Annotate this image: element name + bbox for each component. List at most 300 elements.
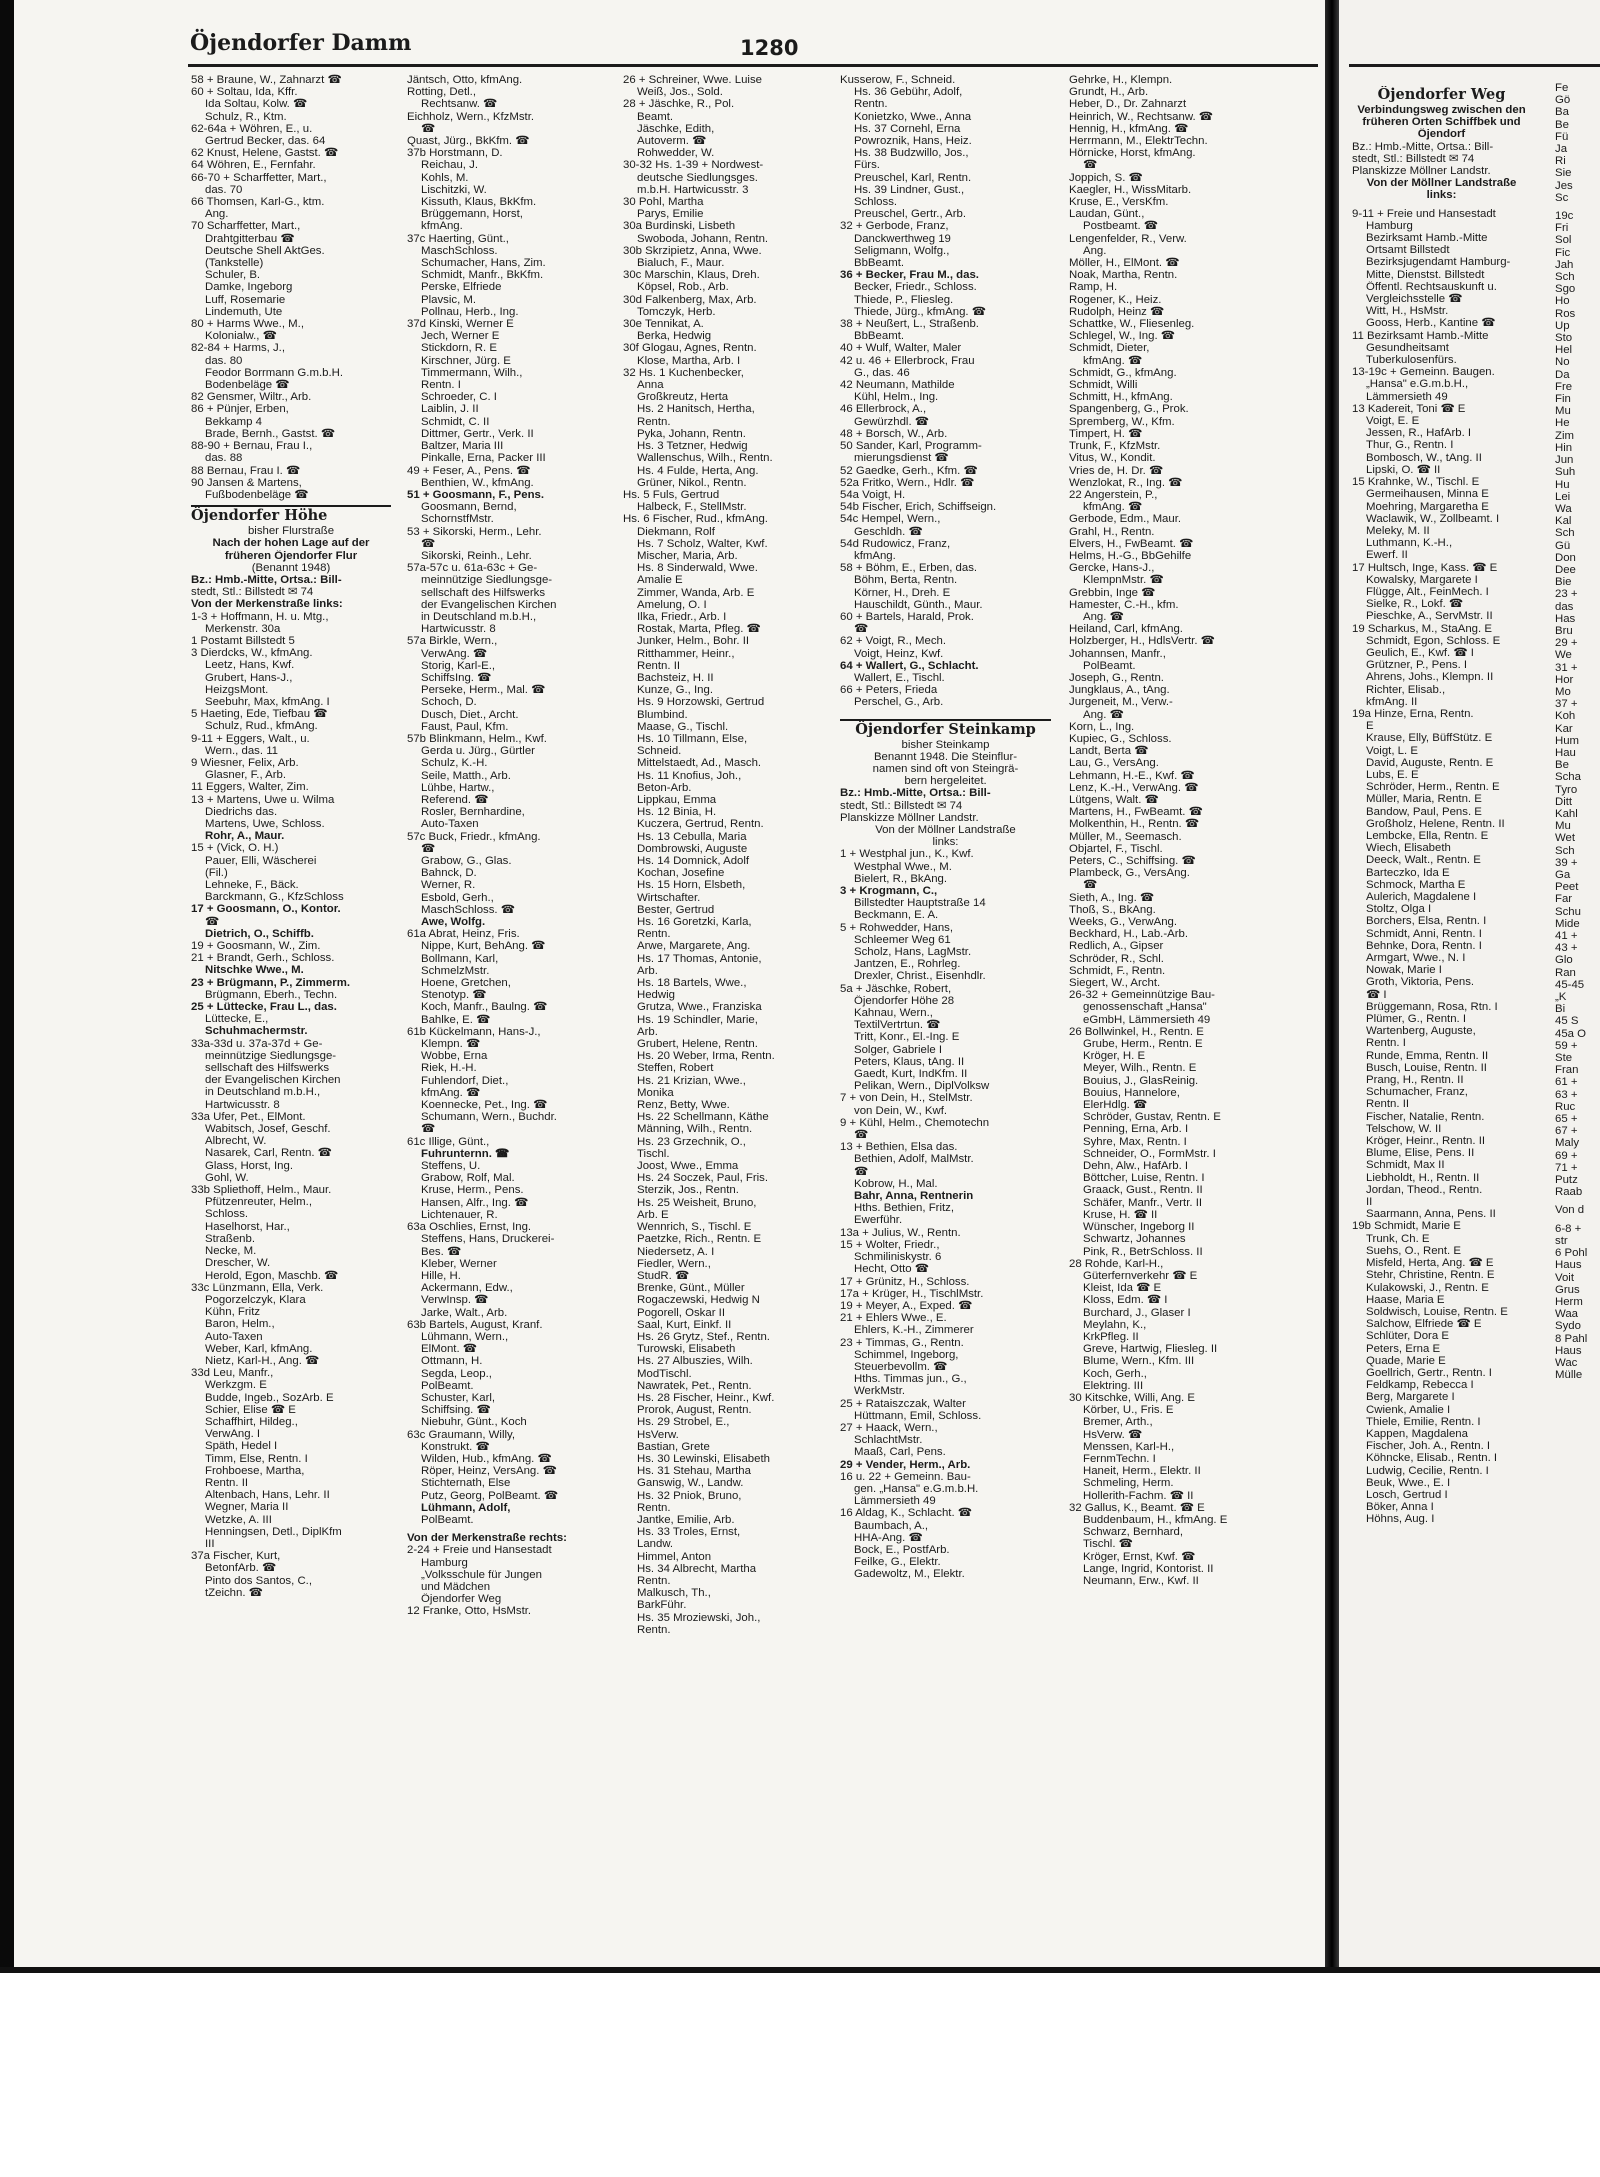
entry-line: Kolonialw., ☎ — [205, 330, 277, 343]
entry-line: Böker, Anna I — [1366, 1501, 1434, 1514]
entry-line: Lüttecke, E., — [205, 1013, 269, 1026]
entry-line: 86 + Pünjer, Erben, — [191, 403, 289, 416]
entry-line: Benannt 1948. Die Steinflur- — [873, 750, 1018, 763]
entry-line: Cwienk, Amalie I — [1366, 1403, 1451, 1416]
entry-line: 17 + Goosmann, O., Kontor. — [191, 903, 341, 916]
entry-line: 54c Hempel, Wern., — [840, 513, 941, 526]
entry-line: Nawratek, Pet., Rentn. — [637, 1379, 752, 1392]
entry-line: Hollerith-Fachm. ☎ II — [1083, 1489, 1194, 1502]
entry-line: Timmermann, Wilh., — [421, 366, 523, 379]
entry-line: Saarmann, Anna, Pens. II — [1366, 1208, 1496, 1221]
entry-line: Pieschke, A., ServMstr. II — [1366, 610, 1493, 623]
entry-line: Grube, Herm., Rentn. E — [1083, 1038, 1203, 1051]
entry-line: Gaedt, Kurt, IndKfm. II — [854, 1068, 968, 1081]
entry-line: Brüggemann, Rosa, Rtn. I — [1366, 1000, 1498, 1013]
entry-line: 45 S — [1555, 1015, 1579, 1028]
entry-line: VerwAng. ☎ — [421, 647, 488, 660]
entry-line: kfmAng. II — [1366, 695, 1418, 708]
entry-line: Henningsen, Detl., DiplKfm — [205, 1525, 342, 1538]
entry-line: Schumacher, Franz, — [1366, 1086, 1468, 1099]
entry-line: Dusch, Diet., Archt. — [421, 708, 519, 721]
entry-line: Hs. 29 Strobel, E., — [637, 1416, 730, 1429]
entry-line: Aulerich, Magdalene I — [1366, 891, 1477, 903]
entry-line: Gerda u. Jürg., Gürtler — [421, 745, 535, 758]
entry-line: Öjendorfer Weg — [1377, 86, 1506, 103]
entry-line: 25 + Lüttecke, Frau L., das. — [191, 1001, 337, 1014]
entry-line: Turowski, Elisabeth — [637, 1343, 736, 1356]
entry-line: Peet — [1555, 881, 1579, 894]
entry-line: Swoboda, Johann, Rentn. — [637, 232, 769, 245]
entry-line: Schloss. — [854, 196, 898, 209]
entry-line: Greve, Hartwig, Fliesleg. II — [1083, 1343, 1218, 1356]
entry-line: Weiß, Jos., Sold. — [637, 86, 723, 99]
entry-line: 67 + — [1555, 1125, 1578, 1138]
entry-line: Deeck, Walt., Rentn. E — [1366, 854, 1481, 867]
entry-line: 63 + — [1555, 1088, 1578, 1101]
entry-line: Wabitsch, Josef, Geschf. — [205, 1123, 331, 1136]
entry-line: MaschSchloss. ☎ — [421, 903, 515, 916]
entry-line: 49 + Feser, A., Pens. ☎ — [407, 464, 531, 477]
entry-line: Mischer, Maria, Arb. — [637, 549, 738, 562]
entry-line: Hs. 17 Thomas, Antonie, — [637, 952, 762, 965]
entry-line: SchlachtMstr. — [854, 1434, 923, 1447]
entry-line: 13 + Bethien, Elsa das. — [840, 1141, 958, 1154]
entry-line: Richter, Elisab., — [1366, 683, 1446, 696]
entry-line: Stichternath, Else — [421, 1477, 511, 1490]
entry-line: Goosmann, Bernd, — [421, 501, 517, 514]
entry-line: Böhm, Berta, Rentn. — [854, 574, 958, 587]
entry-line: ElerHdlg. ☎ — [1083, 1099, 1148, 1112]
entry-line: Blumbind. — [637, 708, 688, 721]
entry-line: Bz.: Hmb.-Mitte, Ortsa.: Bill- — [840, 787, 991, 800]
entry-line: Rentn. — [637, 1574, 671, 1587]
entry-line: Wallenschus, Wilh., Rentn. — [637, 452, 773, 465]
entry-line: Hörnicke, Horst, kfmAng. — [1069, 147, 1196, 160]
entry-line: Kloss, Edm. ☎ I — [1083, 1294, 1168, 1307]
entry-line: Bandow, Paul, Pens. E — [1366, 805, 1482, 818]
entry-line: Drexler, Christ., Eisenhdlr. — [854, 970, 986, 983]
entry-line: Ilka, Friedr., Arb. I — [637, 610, 727, 623]
entry-line: Monika — [637, 1086, 674, 1099]
entry-line: Fürs. — [854, 159, 880, 172]
entry-line: Bollmann, Karl, — [421, 952, 499, 965]
entry-line: Schattke, W., Fliesenleg. — [1069, 318, 1195, 331]
entry-line: MaschSchloss. — [421, 244, 498, 257]
entry-line: Deutsche Shell AktGes. — [205, 244, 325, 257]
entry-line: Menssen, Karl-H., — [1083, 1440, 1175, 1453]
entry-line: Kruse, Herm., Pens. — [421, 1184, 524, 1197]
entry-line: „Volksschule für Jungen — [421, 1568, 542, 1581]
entry-line: Wilden, Hub., kfmAng. ☎ — [421, 1452, 552, 1465]
entry-line: Ba — [1555, 106, 1569, 119]
entry-line: 26 Bollwinkel, H., Rentn. E — [1069, 1025, 1204, 1038]
entry-line: genossenschaft „Hansa" — [1083, 1001, 1207, 1014]
entry-line: Timm, Else, Rentn. I — [205, 1452, 308, 1465]
entry-line: Koennecke, Pet., Ing. ☎ — [421, 1099, 548, 1112]
column-2 — [407, 74, 606, 1954]
entry-line: 90 Jansen & Martens, — [191, 476, 302, 489]
entry-line: Schulz, Rud., kfmAng. — [205, 720, 318, 733]
entry-line: Heber, D., Dr. Zahnarzt — [1069, 98, 1187, 111]
entry-line: Gewürzhdl. ☎ — [854, 415, 929, 428]
entry-line: Paetzke, Rich., Rentn. E — [637, 1233, 762, 1246]
entry-line: kfmAng. ☎ — [1083, 501, 1143, 514]
entry-line: Ewerführ. — [854, 1214, 903, 1227]
entry-line: Herrmann, M., ElektrTechn. — [1069, 135, 1208, 148]
entry-line: Stenotyp. ☎ — [421, 989, 487, 1002]
entry-line: Röper, Heinz, VersAng. ☎ — [421, 1465, 557, 1478]
entry-line: David, Auguste, Rentn. E — [1366, 756, 1494, 769]
entry-line: Billstedter Hauptstraße 14 — [854, 897, 986, 910]
entry-line: Fischer, Natalie, Rentn. — [1366, 1110, 1485, 1123]
entry-line: Lubs, E. E — [1366, 768, 1419, 781]
entry-line: Brügmann, Eberh., Techn. — [205, 988, 338, 1001]
entry-line: 42 Neumann, Mathilde — [840, 379, 955, 392]
entry-line: Prorok, August, Rentn. — [637, 1404, 752, 1417]
entry-line: 27 + Haack, Wern., — [840, 1421, 938, 1434]
entry-line: Laudan, Günt., — [1069, 208, 1145, 221]
entry-line: 9 Wiesner, Felix, Arb. — [191, 756, 299, 769]
scan-bottom-edge — [0, 1967, 1600, 1973]
entry-line: Fischer, Joh. A., Rentn. I — [1366, 1440, 1491, 1453]
entry-line: 21 + Brandt, Gerh., Schloss. — [191, 952, 335, 965]
entry-line: Maly — [1555, 1137, 1580, 1150]
entry-line: 63c Graumann, Willy, — [407, 1428, 516, 1441]
entry-line: Hs. 30 Lewinski, Elisabeth — [637, 1452, 770, 1465]
entry-line: Plavsic, M. — [421, 293, 477, 306]
entry-line: Scha — [1555, 771, 1581, 784]
entry-line: Lämmersieth 49 — [1366, 390, 1448, 403]
entry-line: Rentn. II — [205, 1476, 249, 1489]
entry-line: Sieth, A., Ing. ☎ — [1069, 891, 1155, 904]
entry-line: Amalie E — [637, 574, 683, 587]
entry-line: 82 Gensmer, Wiltr., Arb. — [191, 391, 312, 404]
entry-line: Spremberg, W., Kfm. — [1069, 415, 1175, 428]
entry-line: Rentn. — [637, 1623, 671, 1636]
entry-line: Merkenstr. 30a — [205, 622, 281, 635]
entry-line: PolBeamt. — [421, 1513, 474, 1526]
entry-line: Elvers, H., FwBeamt. ☎ — [1069, 537, 1194, 550]
entry-line: Kahl — [1555, 807, 1578, 820]
entry-line: Raab — [1555, 1186, 1583, 1199]
entry-line: in Deutschland m.b.H., — [205, 1086, 321, 1099]
entry-line: Klempn. ☎ — [421, 1038, 481, 1051]
entry-line: Far — [1555, 893, 1573, 906]
entry-line: Dombrowski, Auguste — [637, 842, 748, 855]
entry-line: Fic — [1555, 246, 1571, 259]
entry-line: 15 Krahnke, W., Tischl. E — [1352, 476, 1480, 489]
entry-line: Schuster, Karl, — [421, 1391, 496, 1404]
entry-line: We — [1555, 649, 1572, 662]
entry-line: Martens, H., FwBeamt. ☎ — [1069, 806, 1203, 819]
entry-line: Hs. 25 Weisheit, Bruno, — [637, 1196, 757, 1209]
entry-line: Gertrud Becker, das. 64 — [205, 135, 326, 148]
entry-line: Himmel, Anton — [637, 1550, 712, 1563]
entry-line: 50 Sander, Karl, Programm- — [840, 440, 982, 453]
entry-line: Nowak, Marie I — [1366, 964, 1442, 977]
entry-line: Glo — [1555, 954, 1573, 967]
entry-line: Wetzke, A. III — [205, 1513, 272, 1526]
entry-line: Heinrich, W., Rechtsanw. ☎ — [1069, 110, 1213, 123]
entry-line: Kröger, Ernst, Kwf. ☎ — [1083, 1550, 1196, 1563]
entry-line: Joseph, G., Rentn. — [1069, 671, 1164, 684]
entry-line: 6-8 + — [1555, 1222, 1582, 1235]
entry-line: Schmitt, H., kfmAng. — [1069, 391, 1173, 404]
entry-line: Böttcher, Luise, Rentn. I — [1083, 1172, 1205, 1185]
entry-line: SchiffsIng. ☎ — [421, 671, 492, 684]
entry-line: 16 u. 22 + Gemeinn. Bau- — [840, 1470, 971, 1483]
entry-line: 66-70 + Scharffetter, Mart., — [191, 171, 327, 184]
entry-line: Hs. 12 Binia, H. — [637, 806, 717, 819]
entry-line: Hauschildt, Günth., Maur. — [854, 598, 983, 611]
entry-line: Mu — [1555, 820, 1571, 833]
entry-line: Plümer, G., Rentn. I — [1366, 1013, 1467, 1026]
entry-line: Pfützenreuter, Helm., — [205, 1196, 312, 1209]
entry-line: Voigt, Heinz, Kwf. — [854, 647, 944, 660]
entry-line: Solger, Gabriele I — [854, 1043, 943, 1056]
entry-line: Scholz, Hans, LagMstr. — [854, 946, 972, 959]
entry-line: 25 + Rataiszczak, Walter — [840, 1397, 966, 1410]
entry-line: 15 + (Vick, O. H.) — [191, 842, 279, 855]
entry-line: Ang. — [1083, 244, 1107, 257]
entry-line: 37 + — [1555, 698, 1578, 711]
entry-line: Lämmersieth 49 — [854, 1495, 936, 1508]
entry-line: ☎ — [205, 915, 220, 928]
entry-line: namen sind oft von Steingrä- — [872, 762, 1019, 775]
entry-line: PolBeamt. — [1083, 659, 1136, 672]
entry-line: Fiedler, Wern., — [637, 1257, 711, 1270]
entry-line: Hoene, Gretchen, — [421, 977, 511, 990]
entry-line: Rentn. — [637, 1501, 671, 1514]
entry-line: (Tankstelle) — [205, 257, 264, 270]
entry-line: Peters, Klaus, tAng. II — [854, 1055, 965, 1068]
entry-line: Konietzko, Wwe., Anna — [854, 110, 972, 123]
entry-line: Bahnck, D. — [421, 867, 477, 880]
entry-line: Dehn, Alw., HafArb. I — [1083, 1160, 1189, 1173]
entry-line: 33a-33d u. 37a-37d + Ge- — [191, 1037, 323, 1050]
entry-line: der Evangelischen Kirchen — [205, 1074, 341, 1087]
entry-line: 9-11 + Freie und Hansestadt — [1352, 207, 1496, 220]
entry-line: Koch, Gerh., — [1083, 1367, 1147, 1380]
entry-line: Krause, Elly, BüffStütz. E — [1366, 732, 1493, 745]
entry-line: Halbeck, F., StellMstr. — [637, 501, 747, 514]
entry-line: Ahrens, Johs., Klempn. II — [1366, 671, 1494, 684]
entry-line: Zim — [1555, 429, 1574, 442]
entry-line: Landt, Berta ☎ — [1069, 745, 1149, 758]
entry-line: 8 Pahl — [1555, 1332, 1588, 1345]
entry-line: 37c Haerting, Günt., — [407, 232, 509, 245]
entry-line: Perschel, G., Arb. — [854, 696, 944, 709]
entry-line: Rentn. II — [1366, 1098, 1410, 1111]
entry-line: Powroznik, Hans, Heiz. — [854, 135, 972, 148]
entry-line: Diekmann, Rolf — [637, 525, 715, 538]
entry-line: 17a + Krüger, H., TischlMstr. — [840, 1287, 984, 1300]
entry-line: Tritt, Konr., El.-Ing. E — [854, 1031, 960, 1044]
entry-line: Benthien, W., kfmAng. — [421, 476, 534, 489]
entry-line: 1 Postamt Billstedt 5 — [191, 634, 295, 647]
entry-line: 51 + Goosmann, F., Pens. — [407, 488, 545, 501]
entry-line: Eichholz, Wern., KfzMstr. — [407, 110, 535, 123]
entry-line: Lütgens, Walt. ☎ — [1069, 793, 1159, 806]
entry-line: Da — [1555, 368, 1570, 381]
entry-line: Lühmann, Adolf, — [421, 1501, 511, 1514]
entry-line: 21 + Ehlers Wwe., E. — [840, 1312, 947, 1325]
entry-line: (Benannt 1948) — [251, 561, 331, 574]
entry-line: Hs. 35 Mroziewski, Joh., — [637, 1611, 761, 1624]
entry-line: 57a Birkle, Wern., — [407, 635, 498, 648]
entry-line: Sch — [1555, 844, 1575, 857]
entry-line: 37b Horstmann, D. — [407, 147, 503, 160]
entry-line: 3 Dierdcks, W., kfmAng. — [191, 647, 313, 660]
entry-line: 29 + Vender, Herm., Arb. — [840, 1458, 971, 1471]
entry-line: 5a + Jäschke, Robert, — [840, 982, 952, 995]
entry-line: Hartwicusstr. 8 — [205, 1098, 280, 1111]
entry-line: Peters, C., Schiffsing. ☎ — [1069, 855, 1196, 867]
entry-line: Schmidt, C. II — [421, 415, 490, 428]
entry-line: Schmidt, Willi — [1069, 379, 1138, 392]
entry-line: Arb. — [637, 1025, 658, 1038]
entry-line: Haselhorst, Har., — [205, 1220, 290, 1233]
entry-line: Von der Möllner Landstraße — [1366, 177, 1517, 190]
entry-line: Mülle — [1555, 1369, 1583, 1382]
entry-line: Fuhrunternn. ☎ — [421, 1147, 510, 1160]
entry-line: 88-90 + Bernau, Frau I., — [191, 440, 313, 453]
entry-line: 11 Bezirksamt Hamb.-Mitte — [1352, 329, 1489, 342]
entry-line: Schwarz, Bernhard, — [1083, 1526, 1184, 1539]
entry-line: Lengenfelder, R., Verw. — [1069, 232, 1187, 245]
entry-line: Hths. Bethien, Fritz, — [854, 1202, 955, 1215]
entry-line: Ida Soltau, Kolw. ☎ — [205, 98, 308, 111]
entry-line: Körber, U., Fris. E — [1083, 1404, 1174, 1417]
entry-line: Penning, Erna, Arb. I — [1083, 1123, 1189, 1136]
entry-line: Weber, Karl, kfmAng. — [205, 1342, 313, 1355]
entry-line: Brade, Bernh., Gastst. ☎ — [205, 427, 336, 440]
entry-line: Fin — [1555, 393, 1571, 406]
entry-line: Mitte, Dienstst. Billstedt — [1366, 268, 1485, 281]
entry-line: Lau, G., VersAng. — [1069, 757, 1159, 770]
entry-line: Haus — [1555, 1259, 1582, 1272]
entry-line: Müller, Maria, Rentn. E — [1366, 793, 1482, 806]
entry-line: 30 Kitschke, Willi, Ang. E — [1069, 1391, 1195, 1404]
entry-line: Vergleichsstelle ☎ — [1366, 293, 1463, 306]
entry-line: WerkMstr. — [854, 1385, 906, 1398]
entry-line: Pollnau, Herb., Ing. — [421, 305, 519, 318]
entry-line: Öjendorfer Höhe 28 — [854, 994, 955, 1007]
entry-line: Rogener, K., Heiz. — [1069, 293, 1162, 306]
entry-line: 30b Skrzipietz, Anna, Wwe. — [623, 244, 762, 257]
entry-line: Hs. 5 Fuls, Gertrud — [623, 488, 720, 501]
entry-line: Lippkau, Emma — [637, 793, 717, 806]
entry-line: Hths. Timmas jun., G., — [854, 1373, 967, 1386]
entry-line: Preuschel, Gertr., Arb. — [854, 208, 967, 221]
entry-line: links: — [932, 836, 959, 849]
entry-line: 63a Oschlies, Ernst, Ing. — [407, 1221, 532, 1234]
entry-line: Rohwedder, W. — [637, 147, 715, 160]
entry-line: Quade, Marie E — [1366, 1354, 1446, 1367]
entry-line: Jantke, Emilie, Arb. — [637, 1513, 735, 1526]
entry-line: Fuhlendorf, Diet., — [421, 1074, 509, 1087]
entry-line: Up — [1555, 319, 1570, 332]
entry-line: Burchard, J., Glaser I — [1083, 1306, 1191, 1319]
entry-line: Ho — [1555, 295, 1570, 308]
entry-line: Behnke, Dora, Rentn. I — [1366, 939, 1482, 952]
entry-line: Thiede, P., Fliesleg. — [854, 293, 954, 306]
entry-line: Leetz, Hans, Kwf. — [205, 659, 295, 672]
entry-line: Meyer, Wilh., Rentn. E — [1083, 1062, 1197, 1075]
entry-line: 71 + — [1555, 1161, 1578, 1174]
entry-line: Hecht, Otto ☎ — [854, 1263, 929, 1276]
entry-line: ☎ — [854, 1165, 869, 1178]
entry-line: sellschaft des Hilfswerks — [421, 586, 546, 599]
entry-line: Späth, Hedel I — [205, 1440, 278, 1453]
entry-line: Barckmann, G., KfzSchloss — [205, 891, 344, 904]
entry-line: Preuschel, Karl, Rentn. — [854, 171, 972, 184]
entry-line: 5 Haeting, Ede, Tiefbau ☎ — [191, 708, 328, 721]
entry-line: Tomczyk, Herb. — [637, 305, 716, 318]
entry-line: Ackermann, Edw., — [421, 1282, 513, 1295]
entry-line: 60 + Soltau, Ida, Kffr. — [191, 86, 298, 99]
entry-line: Voit — [1555, 1271, 1574, 1284]
entry-line: 33b Spliethoff, Helm., Maur. — [191, 1184, 332, 1197]
entry-line: Jessen, R., HafArb. I — [1366, 427, 1472, 440]
entry-line: Bielert, R., BkAng. — [854, 872, 948, 885]
entry-line: Trunk, F., KfzMstr. — [1069, 440, 1161, 453]
entry-line: ☎ — [854, 623, 869, 636]
entry-line: Rentn. — [637, 415, 671, 428]
entry-line: 1-3 + Hoffmann, H. u. Mtg., — [191, 610, 329, 623]
entry-line: Von d — [1555, 1204, 1585, 1217]
entry-line: Pogorell, Oskar II — [637, 1306, 725, 1319]
entry-line: Schmiliniskystr. 6 — [854, 1251, 942, 1264]
entry-line: Awe, Wolfg. — [421, 916, 486, 929]
entry-line: Bock, E., PostfArb. — [854, 1543, 950, 1556]
entry-line: 61a Abrat, Heinz, Fris. — [407, 928, 520, 941]
entry-line: Hs. 37 Cornehl, Erna — [854, 122, 961, 135]
entry-line: Hs. 33 Troles, Ernst, — [637, 1526, 741, 1539]
entry-line: He — [1555, 417, 1570, 430]
entry-line: 64 + Wallert, G., Schlacht. — [840, 659, 979, 672]
entry-line: das. 80 — [205, 354, 243, 367]
entry-line: Hs. 19 Schindler, Marie, — [637, 1013, 758, 1026]
entry-line: Ewerf. II — [1366, 549, 1408, 562]
entry-line: HeizgsMont. — [205, 683, 269, 696]
entry-line: Hor — [1555, 673, 1574, 686]
entry-line: Kröger, H. E — [1083, 1050, 1146, 1063]
entry-line: Joppich, S. ☎ — [1069, 171, 1143, 184]
entry-line: 6 Pohl — [1555, 1247, 1588, 1260]
entry-line: ModTischl. — [637, 1367, 692, 1380]
entry-line: 45a O — [1555, 1027, 1587, 1040]
entry-line: Seile, Matth., Arb. — [421, 769, 511, 782]
entry-line: G., das. 46 — [854, 366, 910, 379]
entry-line: Frohboese, Martha, — [205, 1464, 305, 1477]
entry-line: Grubert, Helene, Rentn. — [637, 1038, 758, 1051]
entry-line: Timpert, H. ☎ — [1069, 427, 1143, 440]
entry-line: Hum — [1555, 734, 1580, 747]
entry-line: Hs. 14 Domnick, Adolf — [637, 855, 750, 867]
entry-line: 9 + Kühl, Helm., Chemotechn — [840, 1116, 990, 1129]
entry-line: Glass, Horst, Ing. — [205, 1159, 293, 1172]
entry-line: Nietz, Karl-H., Ang. ☎ — [205, 1354, 320, 1367]
entry-line: Herm — [1555, 1295, 1583, 1308]
entry-line: Seebuhr, Max, kfmAng. I — [205, 695, 330, 708]
entry-line: Schmidt, Dieter, — [1069, 342, 1150, 355]
entry-line: Kirschner, Jürg. E — [421, 354, 511, 367]
entry-line: Segda, Leop., — [421, 1367, 492, 1380]
entry-line: Hs. 10 Tillmann, Else, — [637, 732, 748, 745]
entry-line: 61 + — [1555, 1076, 1578, 1089]
entry-line: Von der Merkenstraße links: — [191, 598, 343, 611]
